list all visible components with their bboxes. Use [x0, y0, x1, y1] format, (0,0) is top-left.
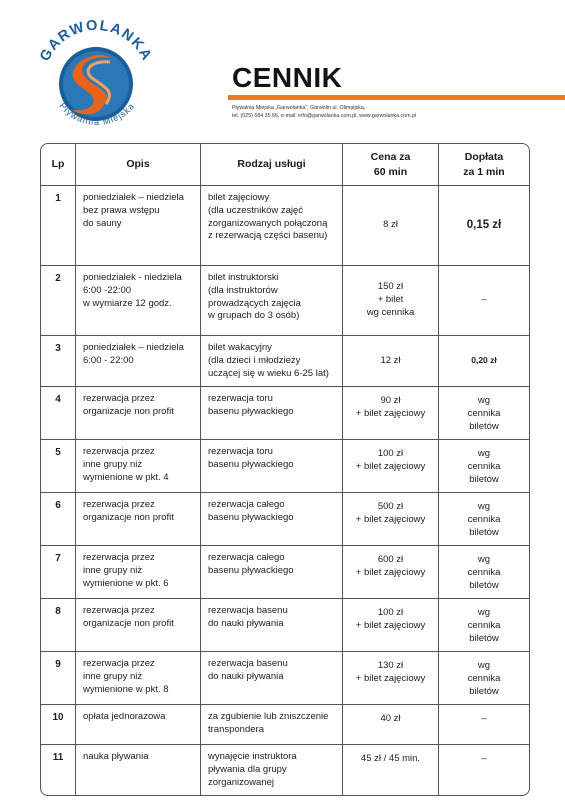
- cell-opis: nauka pływania: [76, 745, 201, 795]
- table-row: [41, 336, 529, 387]
- cell-cena: 600 zł + bilet zajęciowy: [343, 546, 439, 599]
- cell-cena: 40 zł: [343, 705, 439, 745]
- table-row: [41, 705, 529, 745]
- cell-rodzaj: za zgubienie lub zniszczenie transpondera: [201, 705, 343, 745]
- cell-opis: poniedziałek – niedziela bez prawa wstępu do sauny: [76, 186, 201, 266]
- cell-cena: 45 zł / 45 min.: [343, 745, 439, 795]
- cell-lp: 10: [41, 705, 76, 745]
- table-row: [41, 652, 529, 705]
- table-header-row: [41, 144, 529, 186]
- cell-cena: 90 zł + bilet zajęciowy: [343, 387, 439, 440]
- cell-doplata: –: [439, 705, 529, 745]
- cell-opis: opłata jednorazowa: [76, 705, 201, 745]
- doplata-value: 0,15 zł: [466, 218, 502, 231]
- logo-subtitle: Pływalnia Miejska: [57, 100, 137, 127]
- table-row: [41, 266, 529, 336]
- cell-cena: 100 zł + bilet zajęciowy: [343, 599, 439, 652]
- cell-lp: 4: [41, 387, 76, 440]
- cell-opis: rezerwacja przez inne grupy niż wymienione w pkt. 4: [76, 440, 201, 493]
- cell-opis: rezerwacja przez inne grupy niż wymienione w pkt. 6: [76, 546, 201, 599]
- cell-cena: 12 zł: [343, 336, 439, 387]
- cell-lp: 2: [41, 266, 76, 336]
- table-row: [41, 440, 529, 493]
- doplata-value: 0,20 zł: [471, 354, 497, 365]
- cell-rodzaj: rezerwacja toru basenu pływackiego: [201, 440, 343, 493]
- header-lp: Lp: [41, 144, 76, 186]
- cell-lp: 1: [41, 186, 76, 266]
- cell-doplata: wg cennika biletów: [439, 440, 529, 493]
- table-row: [41, 745, 529, 795]
- cell-rodzaj: wynajęcie instruktora pływania dla grupy zorganizowanej: [201, 745, 343, 795]
- cell-lp: 8: [41, 599, 76, 652]
- cell-lp: 3: [41, 336, 76, 387]
- cell-opis: poniedziałek – niedziela 6:00 - 22:00: [76, 336, 201, 387]
- cell-cena: 130 zł + bilet zajęciowy: [343, 652, 439, 705]
- header-cena: Cena za 60 min: [343, 144, 439, 186]
- table-row: [41, 546, 529, 599]
- table-row: [41, 599, 529, 652]
- contact-info: tel. (025) 684 35 66, e-mail: info@garwolanka.com.pl, www.garwolanka.com.pl: [232, 113, 417, 119]
- header-divider: [228, 95, 565, 100]
- cell-opis: rezerwacja przez organizacje non profit: [76, 387, 201, 440]
- cell-doplata: wg cennika biletów: [439, 546, 529, 599]
- cell-doplata: wg cennika biletów: [439, 652, 529, 705]
- cell-cena: 8 zł: [343, 186, 439, 266]
- header-doplata: Dopłata za 1 min: [439, 144, 529, 186]
- header-opis: Opis: [76, 144, 201, 186]
- cell-rodzaj: rezerwacja całego basenu pływackiego: [201, 546, 343, 599]
- cell-rodzaj: rezerwacja basenu do nauki pływania: [201, 652, 343, 705]
- cell-lp: 11: [41, 745, 76, 795]
- cell-rodzaj: rezerwacja toru basenu pływackiego: [201, 387, 343, 440]
- garwolanka-logo: [30, 20, 160, 135]
- cell-rodzaj: bilet zajęciowy (dla uczestników zajęć zorganizowanych połączoną z rezerwacją części basenu): [201, 186, 343, 266]
- cell-rodzaj: rezerwacja basenu do nauki pływania: [201, 599, 343, 652]
- cell-opis: rezerwacja przez inne grupy niż wymienione w pkt. 8: [76, 652, 201, 705]
- cell-doplata: wg cennika biletów: [439, 599, 529, 652]
- contact-address: Pływalnia Miejska „Garwolanka”, Garwolin ul. Olimpijska,: [232, 105, 366, 111]
- cell-cena: 500 zł + bilet zajęciowy: [343, 493, 439, 546]
- cell-lp: 9: [41, 652, 76, 705]
- cell-doplata: wg cennika biletów: [439, 493, 529, 546]
- cell-cena: 150 zł + bilet wg cennika: [343, 266, 439, 336]
- price-table: [40, 143, 530, 796]
- cell-rodzaj: rezerwacja całego basenu pływackiego: [201, 493, 343, 546]
- table-row: [41, 186, 529, 266]
- cell-doplata: [439, 336, 529, 387]
- page-title: CENNIK: [232, 62, 343, 93]
- table-row: [41, 387, 529, 440]
- cell-rodzaj: bilet instruktorski (dla instruktorów prowadzących zajęcia w grupach do 3 osób): [201, 266, 343, 336]
- cell-doplata: [439, 186, 529, 266]
- cell-opis: poniedziałek - niedziela 6:00 -22:00 w wymiarze 12 godz.: [76, 266, 201, 336]
- cell-cena: 100 zł + bilet zajęciowy: [343, 440, 439, 493]
- cell-lp: 7: [41, 546, 76, 599]
- cell-doplata: wg cennika biletów: [439, 387, 529, 440]
- logo-name: GARWOLANKA: [37, 20, 155, 65]
- header-rodzaj: Rodzaj usługi: [201, 144, 343, 186]
- cell-lp: 5: [41, 440, 76, 493]
- table-row: [41, 493, 529, 546]
- cell-doplata: –: [481, 753, 487, 764]
- cell-lp: 6: [41, 493, 76, 546]
- cell-rodzaj: bilet wakacyjny (dla dzieci i młodzieży uczącej się w wieku 6-25 lat): [201, 336, 343, 387]
- cell-opis: rezerwacja przez organizacje non profit: [76, 493, 201, 546]
- cell-doplata: –: [439, 266, 529, 336]
- cell-opis: rezerwacja przez organizacje non profit: [76, 599, 201, 652]
